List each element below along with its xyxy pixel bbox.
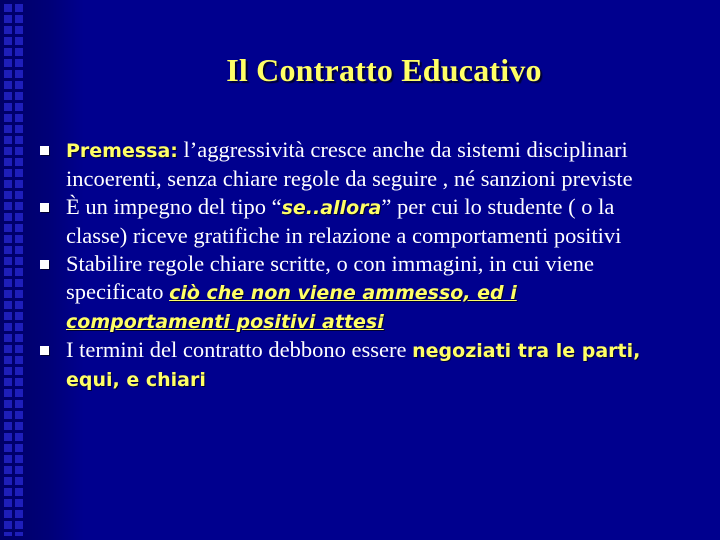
- bullet-text: ” per cui lo studente ( o la classe) riceve gratifiche in relazione a comportamenti positivi: [66, 194, 622, 248]
- bullet-text: Stabilire regole chiare scritte, o con immagini, in cui viene specificato: [66, 251, 594, 304]
- highlight-text: negoziati tra le parti, equi, e chiari: [66, 340, 641, 391]
- list-item: [40, 336, 680, 394]
- square-bullet-icon: [40, 146, 49, 155]
- bullet-text: l’aggressività cresce anche da sistemi disciplinari incoerenti, senza chiare regole da seguire , né sanzioni previste: [66, 137, 633, 191]
- square-bullet-icon: [40, 203, 49, 212]
- bullet-text: È un impegno del tipo “: [66, 194, 282, 219]
- highlight-text: se..allora: [281, 197, 382, 219]
- bullet-text: I termini del contratto debbono essere: [66, 337, 413, 362]
- bullet-list: [40, 136, 680, 394]
- premise-label: Premessa:: [66, 140, 178, 162]
- list-item: [40, 250, 680, 336]
- square-pattern-decoration: [4, 4, 24, 536]
- highlight-text: ciò che non viene ammesso, ed i comportamenti positivi attesi: [66, 282, 517, 333]
- list-item: [40, 193, 680, 250]
- slide-title: Il Contratto Educativo: [226, 52, 542, 88]
- list-item: [40, 136, 680, 193]
- square-bullet-icon: [40, 260, 49, 269]
- square-bullet-icon: [40, 346, 49, 355]
